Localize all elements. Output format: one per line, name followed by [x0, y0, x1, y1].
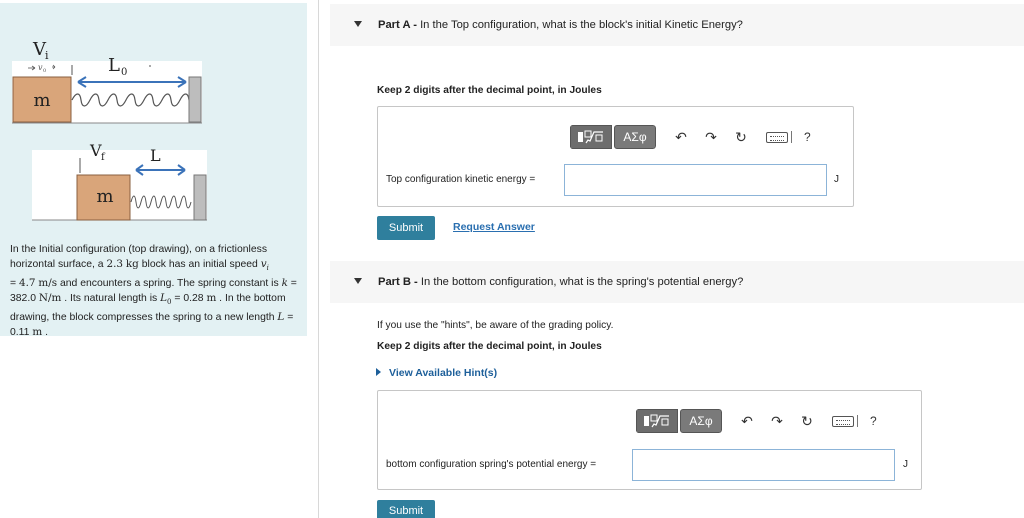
templates-icon — [643, 413, 671, 429]
collapse-caret-icon[interactable] — [354, 278, 362, 284]
part-a-unit: J — [834, 174, 839, 185]
vf-label: V — [90, 141, 102, 160]
part-a-header[interactable] — [330, 4, 1024, 46]
part-a-field-label: Top configuration kinetic energy = — [386, 174, 536, 185]
l0-sub: 0 — [121, 67, 128, 78]
templates-button[interactable] — [570, 125, 612, 149]
part-b-toolbar — [636, 409, 877, 433]
redo-icon[interactable]: ↷ — [771, 412, 783, 429]
problem-panel — [0, 3, 307, 339]
undo-icon[interactable]: ↶ — [675, 128, 687, 145]
toolbar-separator — [791, 131, 792, 143]
v0-sub: 0 — [43, 68, 47, 74]
top-wall — [189, 77, 201, 122]
reset-icon[interactable]: ↻ — [801, 412, 813, 429]
top-block-label: m — [33, 90, 51, 111]
part-a-answer-box — [377, 106, 854, 207]
redo-icon[interactable]: ↷ — [705, 128, 717, 145]
templates-button[interactable] — [636, 409, 678, 433]
part-a-toolbar — [570, 125, 811, 149]
v0-label: v — [38, 63, 43, 72]
problem-text: In the Initial configuration (top drawing), on a frictionless horizontal surface, a 2.3 kg block has an initial speed $v_i$ = 4.7 m/s and encounters a spring. The spring constant is k = 382.0 N/m . Its natural length is $L_0 = 0.28$ m . In the bottom drawing, the block compresses the spring to a new length L = 0.11 m . — [10, 244, 297, 339]
view-hints-link[interactable]: View Available Hint(s) — [376, 367, 497, 379]
l0-label: L — [108, 55, 120, 76]
panel-divider — [318, 0, 319, 518]
hint-policy-note: If you use the "hints", be aware of the grading policy. — [377, 320, 614, 331]
bottom-wall — [194, 175, 206, 220]
part-b-title: Part B - In the bottom configuration, what is the spring's potential energy? — [378, 276, 744, 288]
kinetic-energy-input[interactable] — [564, 164, 827, 196]
bottom-block-label: m — [96, 186, 114, 207]
part-a-submit-button[interactable]: Submit — [377, 216, 435, 240]
part-b-header[interactable] — [330, 261, 1024, 303]
request-answer-link[interactable]: Request Answer — [453, 221, 535, 233]
undo-icon[interactable]: ↶ — [741, 412, 753, 429]
part-b-field-label: bottom configuration spring's potential energy = — [386, 459, 597, 470]
spring-diagram — [0, 3, 307, 233]
templates-icon — [577, 129, 605, 145]
potential-energy-input[interactable] — [632, 449, 895, 481]
l-label: L — [150, 146, 161, 165]
keyboard-icon[interactable] — [766, 132, 788, 143]
collapse-caret-icon[interactable] — [354, 21, 362, 27]
part-a-title: Part A - In the Top configuration, what is the block's initial Kinetic Energy? — [378, 19, 743, 31]
part-b-unit: J — [903, 459, 908, 470]
part-b-answer-box — [377, 390, 922, 490]
part-a-instruction: Keep 2 digits after the decimal point, in Joules — [377, 85, 602, 96]
reset-icon[interactable]: ↻ — [735, 128, 747, 145]
help-icon[interactable]: ? — [804, 130, 811, 144]
part-b-instruction: Keep 2 digits after the decimal point, in Joules — [377, 341, 602, 352]
expand-triangle-icon — [376, 368, 381, 376]
greek-symbols-button[interactable]: ΑΣφ — [614, 125, 656, 149]
vf-sub: f — [101, 152, 105, 163]
toolbar-separator — [857, 415, 858, 427]
vi-sub: i — [45, 49, 49, 62]
help-icon[interactable]: ? — [870, 414, 877, 428]
vi-label: V — [33, 39, 46, 60]
part-b-submit-button[interactable]: Submit — [377, 500, 435, 518]
keyboard-icon[interactable] — [832, 416, 854, 427]
greek-symbols-button[interactable]: ΑΣφ — [680, 409, 722, 433]
